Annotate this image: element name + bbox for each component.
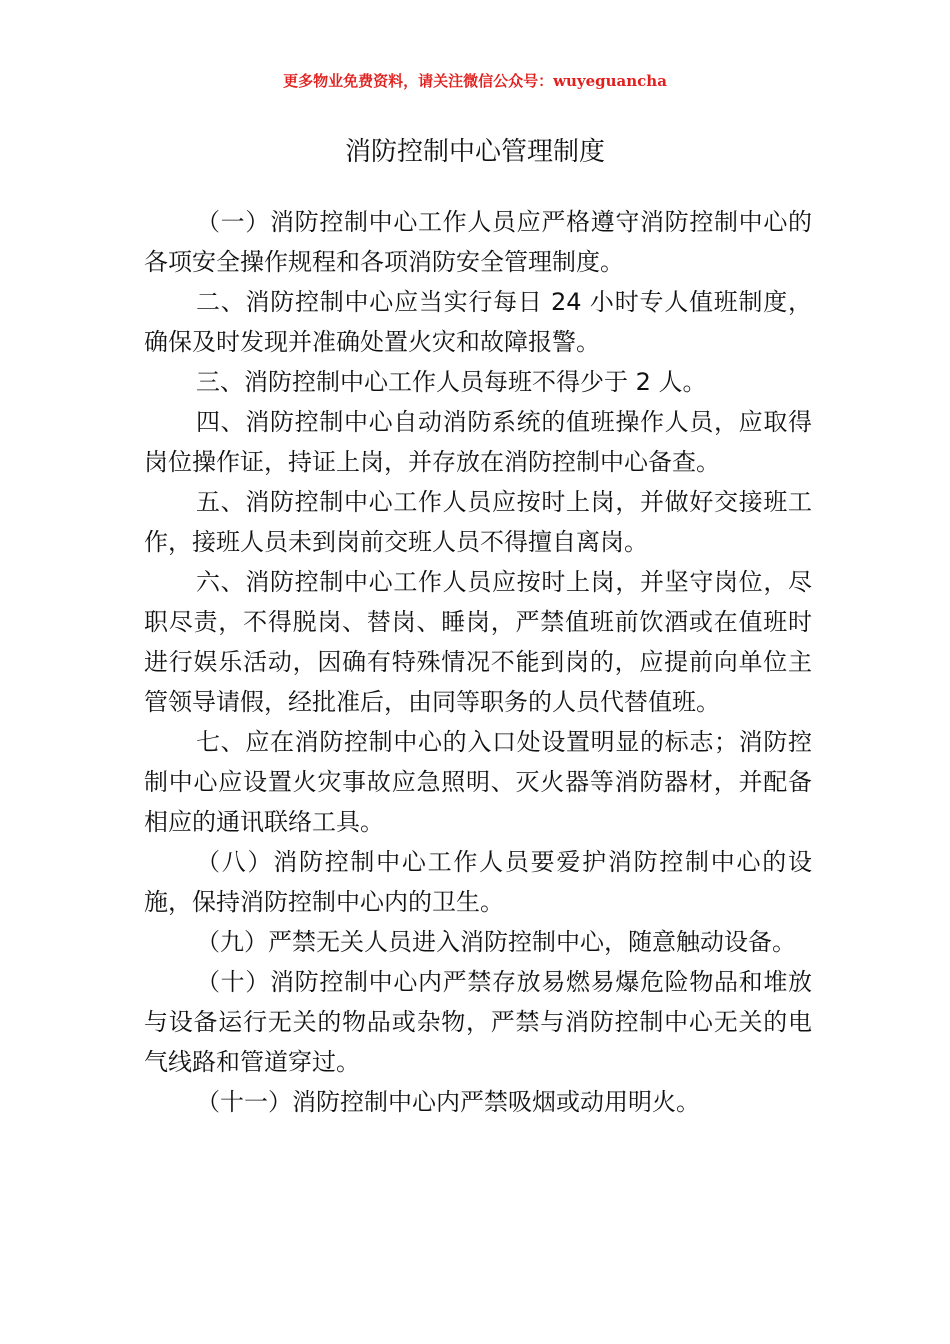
paragraph: （一）消防控制中心工作人员应严格遵守消防控制中心的各项安全操作规程和各项消防安全管理制度。 <box>144 208 812 276</box>
paragraph: （十）消防控制中心内严禁存放易燃易爆危险物品和堆放与设备运行无关的物品或杂物，严禁与消防控制中心无关的电气线路和管道穿过。 <box>144 968 812 1076</box>
document-title: 消防控制中心管理制度 <box>344 137 605 167</box>
paragraph: 四、消防控制中心自动消防系统的值班操作人员，应取得岗位操作证，持证上岗，并存放在消防控制中心备查。 <box>144 408 812 476</box>
paragraph: 七、应在消防控制中心的入口处设置明显的标志；消防控制中心应设置火灾事故应急照明、灭火器等消防器材，并配备相应的通讯联络工具。 <box>144 728 812 836</box>
paragraph: （十一）消防控制中心内严禁吸烟或动用明火。 <box>196 1088 700 1116</box>
paragraph: 三、消防控制中心工作人员每班不得少于 2 人。 <box>196 368 707 396</box>
paragraph: （八）消防控制中心工作人员要爱护消防控制中心的设施，保持消防控制中心内的卫生。 <box>144 848 812 916</box>
document-body <box>144 202 812 1122</box>
paragraph: 二、消防控制中心应当实行每日 24 小时专人值班制度，确保及时发现并准确处置火灾和故障报警。 <box>144 288 812 356</box>
header-note: 更多物业免费资料，请关注微信公众号：wuyeguancha <box>283 72 667 90</box>
paragraph: 六、消防控制中心工作人员应按时上岗，并坚守岗位，尽职尽责，不得脱岗、替岗、睡岗，严禁值班前饮酒或在值班时进行娱乐活动，因确有特殊情况不能到岗的，应提前向单位主管领导请假，经批准后，由同等职务的人员代替值班。 <box>144 568 812 716</box>
paragraph: 五、消防控制中心工作人员应按时上岗，并做好交接班工作，接班人员未到岗前交班人员不得擅自离岗。 <box>144 488 812 556</box>
paragraph: （九）严禁无关人员进入消防控制中心，随意触动设备。 <box>196 928 796 956</box>
